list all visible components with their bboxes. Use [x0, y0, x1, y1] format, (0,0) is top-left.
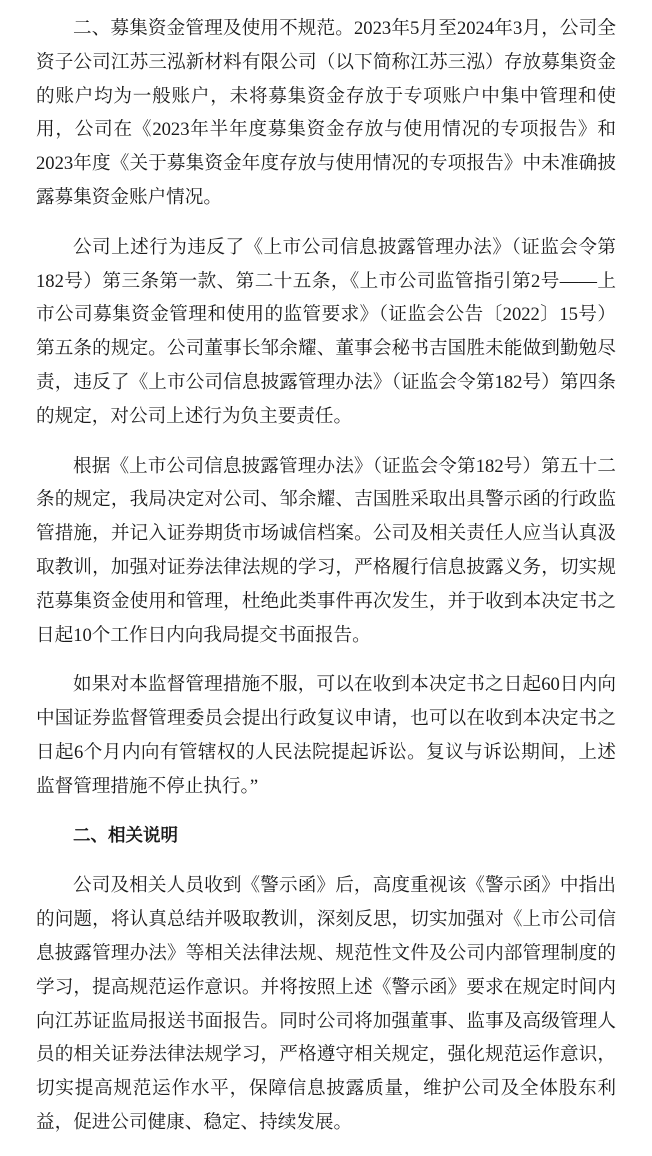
paragraph-explanation: 公司及相关人员收到《警示函》后，高度重视该《警示函》中指出的问题，将认真总结并吸取教训，深刻反思，切实加强对《上市公司信息披露管理办法》等相关法律法规、规范性文件及公司内部管理制度的学习，提高规范运作意识。并将按照上述《警示函》要求在规定时间内向江苏证监局报送书面报告。同时公司将加强董事、监事及高级管理人员的相关证券法律法规学习，严格遵守相关规定，强化规范运作意识，切实提高规范运作水平，保障信息披露质量，维护公司及全体股东利益，促进公司健康、稳定、持续发展。: [36, 875, 616, 1133]
section-heading: 二、相关说明: [73, 825, 178, 846]
paragraph-violation: 公司上述行为违反了《上市公司信息披露管理办法》（证监会令第182号）第三条第一款、第二十五条，《上市公司监管指引第2号——上市公司募集资金管理和使用的监管要求》（证监会公告〔2022〕15号）第五条的规定。公司董事长邹余耀、董事会秘书吉国胜未能做到勤勉尽责，违反了《上市公司信息披露管理办法》（证监会令第182号）第四条的规定，对公司上述行为负主要责任。: [36, 236, 616, 427]
paragraph-fund-management: 二、募集资金管理及使用不规范。2023年5月至2024年3月，公司全资子公司江苏三泓新材料有限公司（以下简称江苏三泓）存放募集资金的账户均为一般账户，未将募集资金存放于专项账户中集中管理和使用，公司在《2023年半年度募集资金存放与使用情况的专项报告》和2023年度《关于募集资金年度存放与使用情况的专项报告》中未准确披露募集资金账户情况。: [36, 18, 616, 208]
paragraph-appeal: 如果对本监督管理措施不服，可以在收到本决定书之日起60日内向中国证券监督管理委员会提出行政复议申请，也可以在收到本决定书之日起6个月内向有管辖权的人民法院提起诉讼。复议与诉讼期间，上述监督管理措施不停止执行。”: [36, 674, 616, 797]
document-page: [36, 12, 616, 1156]
paragraph-decision: 根据《上市公司信息披露管理办法》（证监会令第182号）第五十二条的规定，我局决定对公司、邹余耀、吉国胜采取出具警示函的行政监管措施，并记入证券期货市场诚信档案。公司及相关责任人应当认真汲取教训，加强对证券法律法规的学习，严格履行信息披露义务，切实规范募集资金使用和管理，杜绝此类事件再次发生，并于收到本决定书之日起10个工作日内向我局提交书面报告。: [36, 455, 616, 646]
